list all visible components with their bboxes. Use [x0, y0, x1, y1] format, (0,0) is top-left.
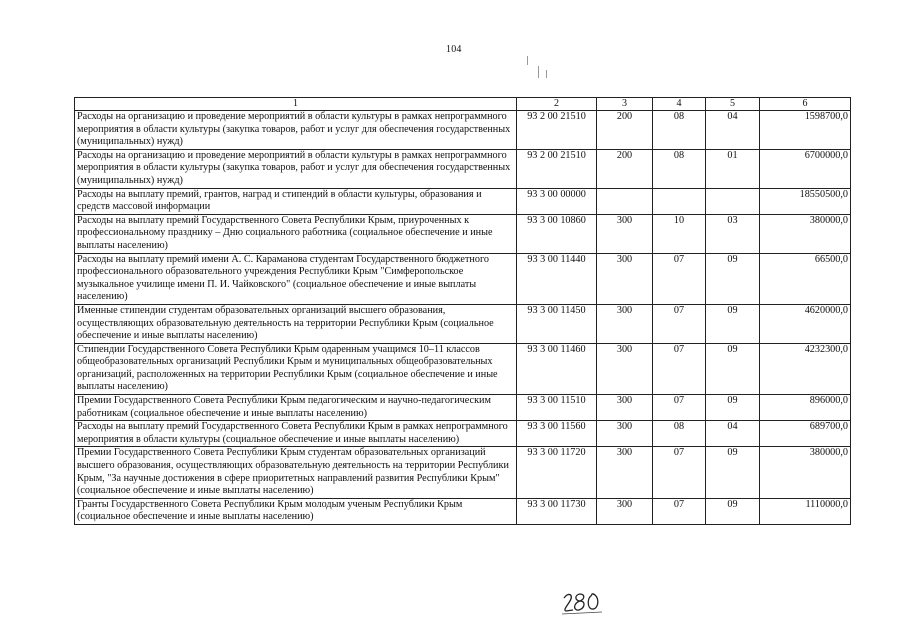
row-name-cell: Расходы на организацию и проведение мероприятий в области культуры в рамках непрограммного мероприятия в области культуры (закупка товаров, работ и услуг для обеспечения государственных (муниципальных) нужд) — [75, 111, 517, 150]
expense-type-cell: 300 — [597, 304, 653, 343]
section-cell: 07 — [653, 395, 706, 421]
amount-cell: 66500,0 — [760, 253, 851, 304]
scan-mark — [527, 56, 528, 65]
budget-table — [74, 97, 851, 525]
expense-type-cell: 300 — [597, 395, 653, 421]
column-header-4: 4 — [653, 98, 706, 111]
row-name-cell: Премии Государственного Совета Республики Крым педагогическим и научно-педагогическим работникам (социальное обеспечение и иные выплаты населению) — [75, 395, 517, 421]
section-cell: 08 — [653, 421, 706, 447]
header-row — [75, 98, 851, 111]
budget-code-cell: 93 3 00 11720 — [517, 447, 597, 498]
column-header-1: 1 — [75, 98, 517, 111]
amount-cell: 380000,0 — [760, 214, 851, 253]
expense-type-cell: 300 — [597, 498, 653, 524]
scan-mark — [546, 70, 547, 78]
table-row — [75, 188, 851, 214]
row-name-cell: Расходы на выплату премий Государственного Совета Республики Крым, приуроченных к профессиональному празднику – Дню социального работника (социальное обеспечение и иные выплаты населению) — [75, 214, 517, 253]
row-name-cell: Расходы на выплату премий Государственного Совета Республики Крым в рамках непрограммного мероприятия в области культуры (социальное обеспечение и иные выплаты населению) — [75, 421, 517, 447]
amount-cell: 4620000,0 — [760, 304, 851, 343]
row-name-cell: Расходы на выплату премий, грантов, наград и стипендий в области культуры, образования и средств массовой информации — [75, 188, 517, 214]
section-cell: 07 — [653, 447, 706, 498]
section-cell: 07 — [653, 343, 706, 394]
table-row — [75, 343, 851, 394]
column-header-6: 6 — [760, 98, 851, 111]
subsection-cell: 09 — [706, 395, 760, 421]
budget-code-cell: 93 2 00 21510 — [517, 149, 597, 188]
subsection-cell: 03 — [706, 214, 760, 253]
amount-cell: 18550500,0 — [760, 188, 851, 214]
row-name-cell: Премии Государственного Совета Республики Крым студентам образовательных организаций высшего образования, осуществляющих образовательную деятельность на территории Республики Крым, "За научные достижения в сфере приоритетных направлений развития Республики Крым" (социальное обеспечение и иные выплаты населению) — [75, 447, 517, 498]
subsection-cell: 04 — [706, 421, 760, 447]
section-cell: 07 — [653, 304, 706, 343]
amount-cell: 896000,0 — [760, 395, 851, 421]
table-row — [75, 149, 851, 188]
amount-cell: 6700000,0 — [760, 149, 851, 188]
amount-cell: 4232300,0 — [760, 343, 851, 394]
budget-code-cell: 93 3 00 11730 — [517, 498, 597, 524]
row-name-cell: Расходы на организацию и проведение мероприятий в области культуры в рамках непрограммного мероприятия в области культуры (закупка товаров, работ и услуг для обеспечения государственных (муниципальных) нужд) — [75, 149, 517, 188]
expense-type-cell: 300 — [597, 421, 653, 447]
budget-code-cell: 93 3 00 00000 — [517, 188, 597, 214]
budget-code-cell: 93 3 00 11450 — [517, 304, 597, 343]
column-header-3: 3 — [597, 98, 653, 111]
section-cell: 10 — [653, 214, 706, 253]
budget-code-cell: 93 3 00 10860 — [517, 214, 597, 253]
budget-code-cell: 93 3 00 11510 — [517, 395, 597, 421]
scan-mark — [538, 66, 539, 78]
row-name-cell: Расходы на выплату премий имени А. С. Караманова студентам Государственного бюджетного профессионального образовательного учреждения Республики Крым "Симферопольское музыкальное училище имени П. И. Чайковского" (социальное обеспечение и иные выплаты населению) — [75, 253, 517, 304]
table-row — [75, 304, 851, 343]
expense-type-cell: 300 — [597, 343, 653, 394]
expense-type-cell: 200 — [597, 111, 653, 150]
section-cell — [653, 188, 706, 214]
expense-type-cell: 200 — [597, 149, 653, 188]
subsection-cell: 09 — [706, 498, 760, 524]
subsection-cell: 01 — [706, 149, 760, 188]
section-cell: 07 — [653, 498, 706, 524]
table-body — [75, 111, 851, 525]
amount-cell: 1598700,0 — [760, 111, 851, 150]
table-row — [75, 253, 851, 304]
handwritten-page-mark — [560, 590, 604, 616]
row-name-cell: Именные стипендии студентам образовательных организаций высшего образования, осуществляющих образовательную деятельность на территории Республики Крым (социальное обеспечение и иные выплаты населению) — [75, 304, 517, 343]
expense-type-cell: 300 — [597, 214, 653, 253]
budget-code-cell: 93 2 00 21510 — [517, 111, 597, 150]
section-cell: 08 — [653, 111, 706, 150]
expense-type-cell: 300 — [597, 447, 653, 498]
subsection-cell — [706, 188, 760, 214]
expense-type-cell: 300 — [597, 253, 653, 304]
subsection-cell: 09 — [706, 253, 760, 304]
amount-cell: 380000,0 — [760, 447, 851, 498]
row-name-cell: Гранты Государственного Совета Республики Крым молодым ученым Республики Крым (социальное обеспечение и иные выплаты населению) — [75, 498, 517, 524]
subsection-cell: 09 — [706, 343, 760, 394]
budget-code-cell: 93 3 00 11460 — [517, 343, 597, 394]
amount-cell: 689700,0 — [760, 421, 851, 447]
budget-code-cell: 93 3 00 11560 — [517, 421, 597, 447]
page-number: 104 — [446, 44, 462, 55]
expense-type-cell — [597, 188, 653, 214]
table-row — [75, 498, 851, 524]
subsection-cell: 09 — [706, 447, 760, 498]
section-cell: 08 — [653, 149, 706, 188]
subsection-cell: 04 — [706, 111, 760, 150]
budget-code-cell: 93 3 00 11440 — [517, 253, 597, 304]
table-row — [75, 447, 851, 498]
table-row — [75, 214, 851, 253]
table-row — [75, 421, 851, 447]
amount-cell: 1110000,0 — [760, 498, 851, 524]
table-row — [75, 395, 851, 421]
subsection-cell: 09 — [706, 304, 760, 343]
row-name-cell: Стипендии Государственного Совета Республики Крым одаренным учащимся 10–11 классов общеобразовательных организаций Республики Крым и муниципальных общеобразовательных организаций, расположенных на территории Республики Крым (социальное обеспечение и иные выплаты населению) — [75, 343, 517, 394]
column-header-5: 5 — [706, 98, 760, 111]
column-header-2: 2 — [517, 98, 597, 111]
section-cell: 07 — [653, 253, 706, 304]
table-row — [75, 111, 851, 150]
